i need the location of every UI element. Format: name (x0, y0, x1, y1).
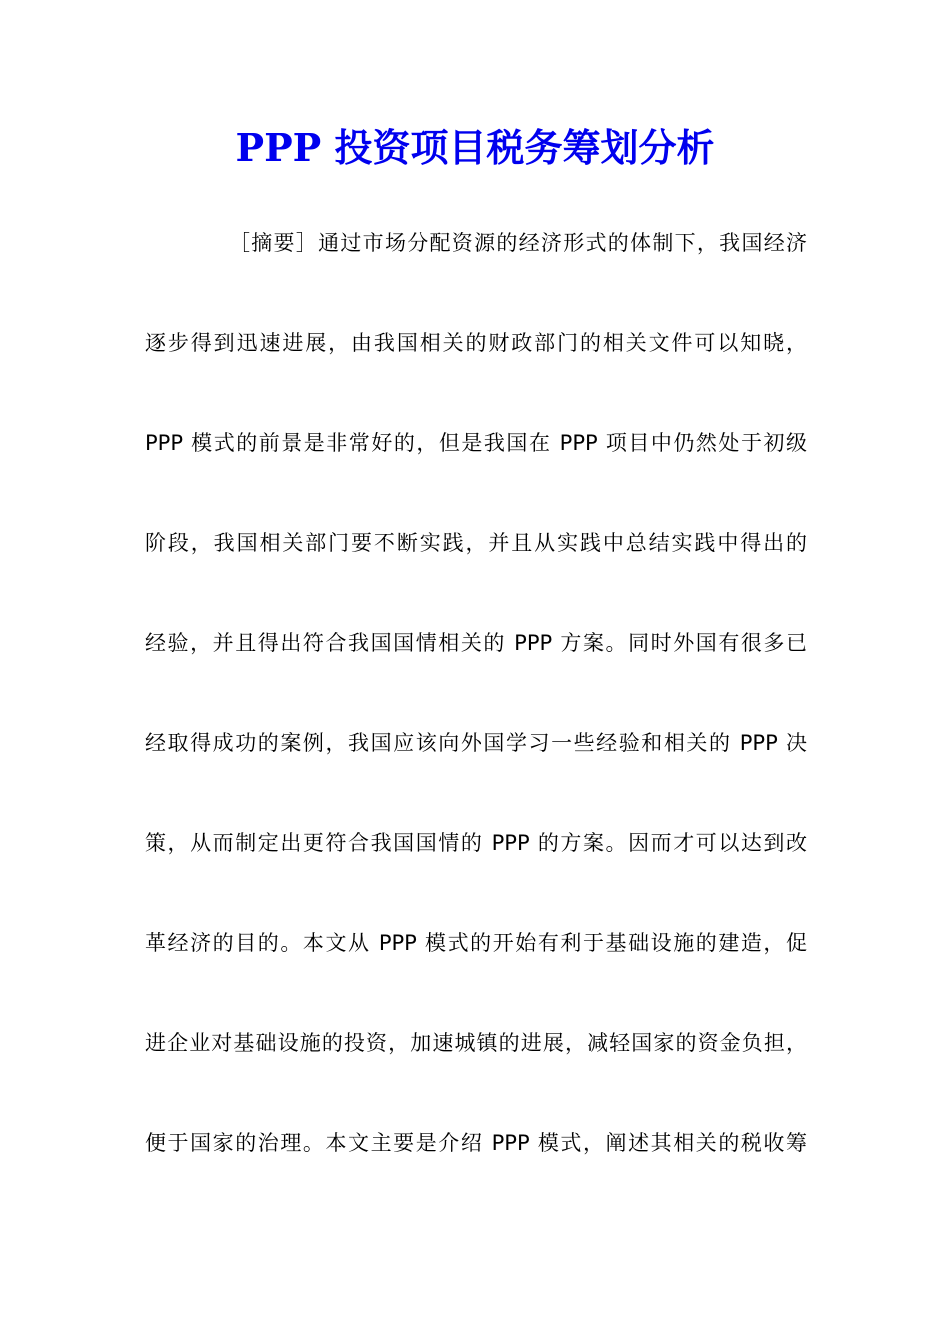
text-line: 经验，并且得出符合我国国情相关的 PPP 方案。同时外国有很多已 (145, 631, 807, 655)
text-line: PPP 模式的前景是非常好的，但是我国在 PPP 项目中仍然处于初级 (145, 431, 807, 455)
abstract-paragraph (145, 220, 807, 1220)
document-title: PPP 投资项目税务筹划分析 (235, 125, 715, 170)
text-line: 进企业对基础设施的投资，加速城镇的进展，减轻国家的资金负担， (145, 1031, 807, 1055)
text-line: ［摘要］通过市场分配资源的经济形式的体制下，我国经济 (229, 231, 807, 255)
text-line: 经取得成功的案例，我国应该向外国学习一些经验和相关的 PPP 决 (145, 731, 807, 755)
text-line: 便于国家的治理。本文主要是介绍 PPP 模式，阐述其相关的税收筹 (145, 1131, 807, 1155)
text-line: 策，从而制定出更符合我国国情的 PPP 的方案。因而才可以达到改 (145, 831, 807, 855)
text-line: 逐步得到迅速进展，由我国相关的财政部门的相关文件可以知晓， (145, 331, 807, 355)
text-line: 阶段，我国相关部门要不断实践，并且从实践中总结实践中得出的 (145, 531, 807, 555)
text-line: 革经济的目的。本文从 PPP 模式的开始有利于基础设施的建造，促 (145, 931, 807, 955)
